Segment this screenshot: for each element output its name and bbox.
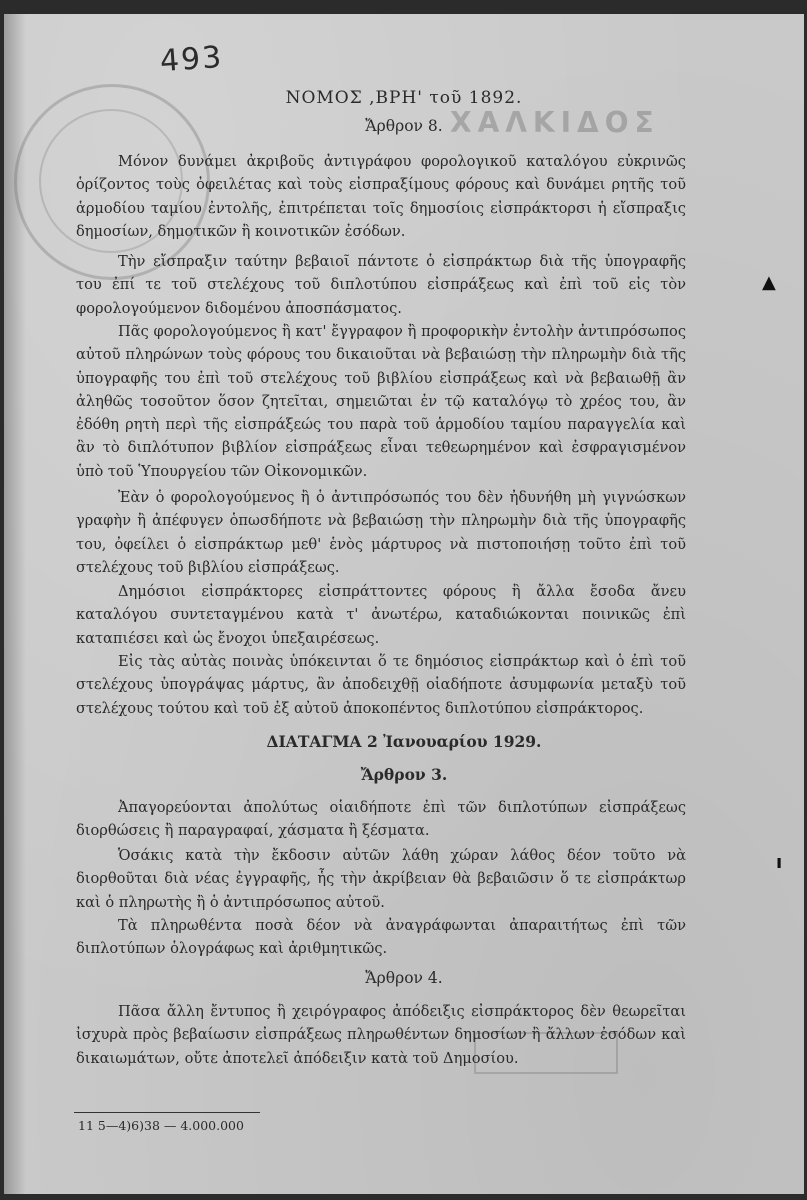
paragraph-1: Μόνον δυνάμει ἀκριβοῦς ἀντιγράφου φορολογικοῦ καταλόγου εὐκρινῶς ὁρίζοντος τοὺς ὀφειλέτας καὶ τοὺς εἰσπραξίμους φόρους καὶ δυνάμει ρητῆς τοῦ ἁρμοδίου ταμίου ἐντολῆς, ἐπιτρέπεται τοῖς δημοσίοις εἰσπράκτορσι ἡ εἴσπραξις δημοσίων, δημοτικῶν ἢ κοινοτικῶν ἐσόδων. [76,153,686,240]
paragraph-4: Ἐὰν ὁ φορολογούμενος ἢ ὁ ἀντιπρόσωπός του δὲν ἠδυνήθη μὴ γιγνώσκων γραφὴν ἢ ἀπέφυγεν ὁπωσδήποτε νὰ βεβαιώσῃ τὴν πληρωμὴν διὰ τῆς ὑπογραφῆς του, ὀφείλει ὁ εἰσπράκτωρ μεθ' ἑνὸς μάρτυρος νὰ πιστοποιήσῃ τοῦτο ἐπὶ τοῦ στελέχους τοῦ βιβλίου εἰσπράξεως. [76,489,686,576]
margin-mark-tick: ı [776,852,783,873]
document-page [4,14,804,1194]
handwritten-page-number: 493 [158,39,225,80]
paragraph-5: Δημόσιοι εἰσπράκτορες εἰσπράττοντες φόρους ἢ ἄλλα ἔσοδα ἄνευ καταλόγου συντεταγμένου κατὰ τ' ἀνωτέρω, καταδιώκονται ποινικῶς ἐπὶ καταπιέσει καὶ ὡς ἔνοχοι ὑπεξαιρέσεως. [76,583,686,647]
paragraph-9: Τὰ πληρωθέντα ποσὰ δέον νὰ ἀναγράφωνται ἀπαραιτήτως ἐπὶ τῶν διπλοτύπων ὁλογράφως καὶ ἀριθμητικῶς. [76,917,686,958]
paragraph-3: Πᾶς φορολογούμενος ἢ κατ' ἔγγραφον ἢ προφορικὴν ἐντολὴν ἀντιπρόσωπος αὐτοῦ πληρώνων τοὺς φόρους του δικαιοῦται νὰ βεβαιώσῃ τὴν πληρωμὴν διὰ τῆς ὑπογραφῆς του ἐπὶ τοῦ στελέχους τοῦ βιβλίου εἰσπράξεως καὶ νὰ βεβαιωθῇ ἂν ἀληθῶς τοσοῦτον ὅσον ζητεῖται, σημειῶται ἐν τῷ καταλόγῳ τὸ χρέος του, ἂν ἐδόθη ρητὴ περὶ τῆς εἰσπράξεώς του παρὰ τοῦ ἁρμοδίου ταμίου παραγγελία καὶ ἂν τὸ διπλότυπον βιβλίον εἰσπράξεως εἶναι τεθεωρημένον καὶ ἐσφραγισμένον ὑπὸ τοῦ Ὑπουργείου τῶν Οἰκονομικῶν. [76,323,686,480]
law-title: ΝΟΜΟΣ ,ΒΡΗ' τοῦ 1892. [285,88,523,108]
paragraph-8: Ὁσάκις κατὰ τὴν ἔκδοσιν αὐτῶν λάθη χώραν λάθος δέον τοῦτο νὰ διορθοῦται διὰ νέας ἐγγραφῆς, ἧς τὴν ἀκρίβειαν θὰ βεβαιῶσιν ὅ τε εἰσπράκτωρ καὶ ὁ πληρωτὴς ἢ ὁ ἀντιπρόσωπος αὐτοῦ. [76,847,686,911]
footer-rule [74,1112,260,1113]
paragraph-2: Τὴν εἴσπραξιν ταύτην βεβαιοῖ πάντοτε ὁ εἰσπράκτωρ διὰ τῆς ὑπογραφῆς του ἐπί τε τοῦ στελέχους τοῦ διπλοτύπου εἰσπράξεως καὶ ἐπὶ τοῦ εἰς τὸν φορολογούμενον διδομένου ἀποσπάσματος. [76,253,686,317]
article-3-heading: Ἄρθρον 3. [360,765,448,784]
paragraph-10: Πᾶσα ἄλλη ἔντυπος ἢ χειρόγραφος ἀπόδειξις εἰσπράκτορος δὲν θεωρεῖται ἰσχυρὰ πρὸς βεβαίωσιν εἰσπράξεως πληρωθέντων δημοσίων ἢ ἄλλων ἐσόδων καὶ δικαιωμάτων, οὔτε ἀποτελεῖ ἀπόδειξιν κατὰ τοῦ Δημοσίου. [76,1003,686,1067]
paragraph-7: Ἀπαγορεύονται ἀπολύτως οἱαιδήποτε ἐπὶ τῶν διπλοτύπων εἰσπράξεως διορθώσεις ἢ παραγραφαί, χάσματα ἢ ξέσματα. [76,799,686,840]
print-run-footer: 11 5—4)6)38 — 4.000.000 [78,1118,244,1133]
stamp-text: ΧΑΛΚΙΔΟΣ [450,106,660,139]
article-8-heading: Ἄρθρον 8. [365,117,443,135]
decree-heading: ΔΙΑΤΑΓΜΑ 2 Ἰανουαρίου 1929. [266,732,542,751]
article-4-heading: Ἄρθρον 4. [365,969,443,987]
margin-mark-arrow: ▲ [762,272,776,293]
paragraph-6: Εἰς τὰς αὐτὰς ποινὰς ὑπόκεινται ὅ τε δημόσιος εἰσπράκτωρ καὶ ὁ ἐπὶ τοῦ στελέχους ὑπογράψας μάρτυς, ἂν ἀποδειχθῇ οἱαδήποτε ἀσυμφωνία μεταξὺ τοῦ στελέχους τούτου καὶ τοῦ ἐξ αὐτοῦ ἀποκοπέντος διπλοτύπου εἰσπράκτορος. [76,653,686,717]
